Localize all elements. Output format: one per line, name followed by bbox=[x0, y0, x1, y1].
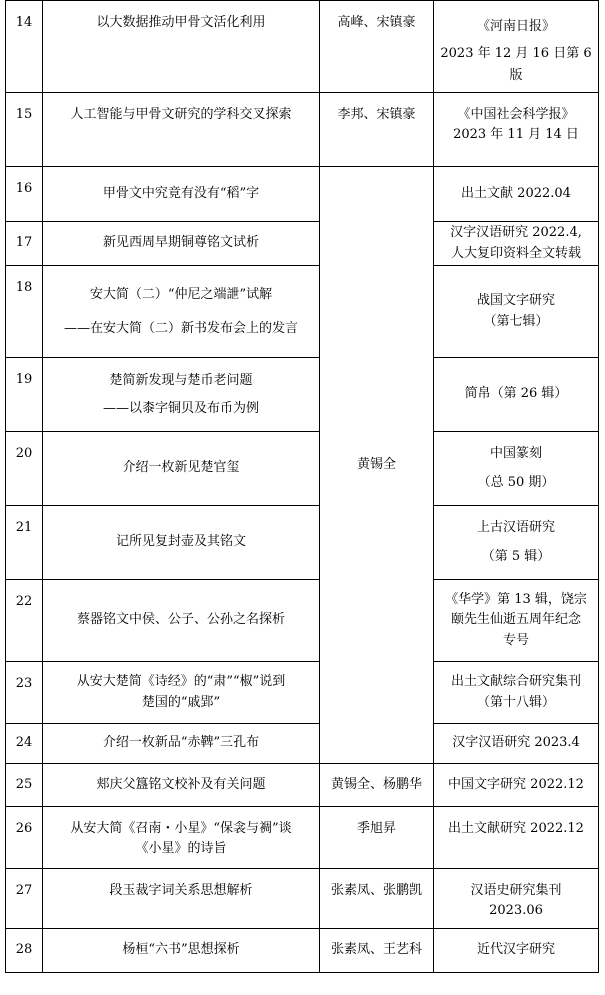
author-cell: 张素凤、王艺科 bbox=[320, 929, 434, 973]
source-line: 专号 bbox=[502, 632, 529, 648]
row-number: 21 bbox=[6, 506, 43, 580]
source-line: 上古汉语研究 bbox=[476, 519, 555, 535]
source-line: 2023 年 12 月 16 日第 6 bbox=[440, 46, 592, 62]
source-line: 《中国社会科学报》 bbox=[457, 107, 575, 122]
title-line: 杨桓“六书”思想探析 bbox=[122, 942, 240, 958]
paper-title bbox=[43, 929, 320, 973]
source-cell bbox=[434, 662, 599, 724]
paper-title bbox=[43, 869, 320, 929]
paper-title bbox=[43, 1, 320, 93]
row-number: 18 bbox=[6, 266, 43, 358]
table-row bbox=[6, 662, 599, 724]
row-number: 24 bbox=[6, 724, 43, 764]
paper-title bbox=[43, 764, 320, 807]
source-line: 出土文献研究 2022.12 bbox=[448, 821, 584, 836]
row-number: 20 bbox=[6, 432, 43, 506]
source-line: 简帛（第 26 辑） bbox=[464, 386, 568, 402]
title-line: 蔡器铭文中侯、公子、公孙之名探析 bbox=[76, 612, 285, 628]
paper-title bbox=[43, 724, 320, 764]
table-row bbox=[6, 222, 599, 266]
source-line: 颐先生仙逝五周年纪念 bbox=[450, 612, 581, 628]
source-line: 出土文献综合研究集刊 bbox=[450, 674, 581, 690]
source-line: 汉字汉语研究 2023.4 bbox=[452, 735, 580, 751]
source-line: 人大复印资料全文转载 bbox=[450, 245, 581, 261]
author-cell: 黄锡全、杨鹏华 bbox=[320, 764, 434, 807]
source-line: 汉语史研究集刊 bbox=[470, 883, 562, 898]
source-cell bbox=[434, 506, 599, 580]
source-line: 中国文字研究 2022.12 bbox=[448, 776, 584, 792]
paper-title bbox=[43, 222, 320, 266]
title-line: 楚简新发现与楚币老问题 bbox=[109, 373, 253, 389]
table-row bbox=[6, 93, 599, 167]
author-cell: 张素凤、张鹏凯 bbox=[320, 869, 434, 929]
source-line: （总 50 期） bbox=[477, 474, 555, 490]
row-number: 23 bbox=[6, 662, 43, 724]
source-line: （第十八辑） bbox=[476, 694, 555, 710]
source-cell bbox=[434, 807, 599, 869]
publication-table bbox=[5, 0, 599, 973]
table-row bbox=[6, 358, 599, 432]
paper-title bbox=[43, 580, 320, 662]
row-number: 19 bbox=[6, 358, 43, 432]
source-line: （第七辑） bbox=[483, 313, 549, 329]
paper-title bbox=[43, 506, 320, 580]
source-cell bbox=[434, 869, 599, 929]
source-cell bbox=[434, 358, 599, 432]
table-row bbox=[6, 869, 599, 929]
title-subline: ——以桼字铜贝及布币为例 bbox=[102, 400, 259, 416]
source-line: 《华学》第 13 辑，饶宗 bbox=[445, 592, 587, 608]
title-line: 甲骨文中究竟有没有“稻”字 bbox=[102, 185, 260, 201]
source-cell bbox=[434, 167, 599, 222]
source-line: 汉字汉语研究 2022.4, bbox=[450, 225, 582, 241]
paper-title bbox=[43, 807, 320, 869]
table-row bbox=[6, 724, 599, 764]
source-line: （第 5 辑） bbox=[481, 548, 551, 564]
paper-title bbox=[43, 432, 320, 506]
table-row bbox=[6, 167, 599, 222]
author-cell: 李邦、宋镇豪 bbox=[320, 93, 434, 167]
source-cell bbox=[434, 93, 599, 167]
title-line: 以大数据推动甲骨文活化利用 bbox=[96, 15, 266, 30]
paper-title bbox=[43, 266, 320, 358]
title-line: 郏庆父簋铭文校补及有关问题 bbox=[96, 776, 266, 792]
paper-title bbox=[43, 93, 320, 167]
source-line: 出土文献 2022.04 bbox=[461, 185, 571, 201]
title-line: 新见西周早期铜尊铭文试析 bbox=[102, 235, 259, 251]
source-cell bbox=[434, 724, 599, 764]
source-cell bbox=[434, 1, 599, 93]
source-cell bbox=[434, 266, 599, 358]
row-number: 22 bbox=[6, 580, 43, 662]
table-row bbox=[6, 432, 599, 506]
source-line: 《河南日报》 bbox=[476, 19, 555, 34]
table-row bbox=[6, 929, 599, 973]
table-row bbox=[6, 580, 599, 662]
paper-title bbox=[43, 662, 320, 724]
table-row bbox=[6, 807, 599, 869]
title-subline: ——在安大简（二）新书发布会上的发言 bbox=[63, 320, 298, 336]
source-cell bbox=[434, 580, 599, 662]
title-line: 从安大楚简《诗经》的“肃”“椒”说到 bbox=[76, 674, 286, 690]
table-row bbox=[6, 266, 599, 358]
title-line: 从安大简《召南・小星》“保衾与裯”谈 bbox=[70, 821, 292, 836]
title-line: 介绍一枚新品“赤鞞”三孔布 bbox=[102, 735, 260, 751]
title-line: 人工智能与甲骨文研究的学科交叉探索 bbox=[70, 107, 292, 122]
row-number: 26 bbox=[6, 807, 43, 869]
table-row bbox=[6, 764, 599, 807]
source-line: 2023.06 bbox=[489, 903, 543, 919]
source-cell bbox=[434, 929, 599, 973]
source-cell bbox=[434, 432, 599, 506]
source-line: 2023 年 11 月 14 日 bbox=[453, 127, 579, 143]
source-cell bbox=[434, 222, 599, 266]
title-line: 楚国的“戚郢” bbox=[141, 694, 221, 710]
title-line: 介绍一枚新见楚官玺 bbox=[122, 460, 240, 476]
paper-title bbox=[43, 358, 320, 432]
row-number: 17 bbox=[6, 222, 43, 266]
title-line: 段玉裁字词关系思想解析 bbox=[109, 883, 253, 898]
author-cell: 高峰、宋镇豪 bbox=[320, 1, 434, 93]
row-number: 28 bbox=[6, 929, 43, 973]
source-cell bbox=[434, 764, 599, 807]
row-number: 14 bbox=[6, 1, 43, 93]
source-line: 版 bbox=[509, 67, 523, 83]
source-line: 战国文字研究 bbox=[476, 293, 555, 309]
author-cell: 黄锡全 bbox=[320, 167, 434, 764]
table-row bbox=[6, 506, 599, 580]
title-line: 记所见复封壶及其铭文 bbox=[115, 534, 246, 550]
row-number: 15 bbox=[6, 93, 43, 167]
paper-title bbox=[43, 167, 320, 222]
table-row bbox=[6, 1, 599, 93]
title-line: 《小星》的诗旨 bbox=[135, 841, 227, 857]
row-number: 27 bbox=[6, 869, 43, 929]
author-cell: 季旭昇 bbox=[320, 807, 434, 869]
source-line: 中国篆刻 bbox=[489, 445, 542, 461]
row-number: 16 bbox=[6, 167, 43, 222]
row-number: 25 bbox=[6, 764, 43, 807]
source-line: 近代汉字研究 bbox=[476, 942, 555, 958]
title-line: 安大简（二）“仲尼之端詍”试解 bbox=[89, 286, 273, 302]
